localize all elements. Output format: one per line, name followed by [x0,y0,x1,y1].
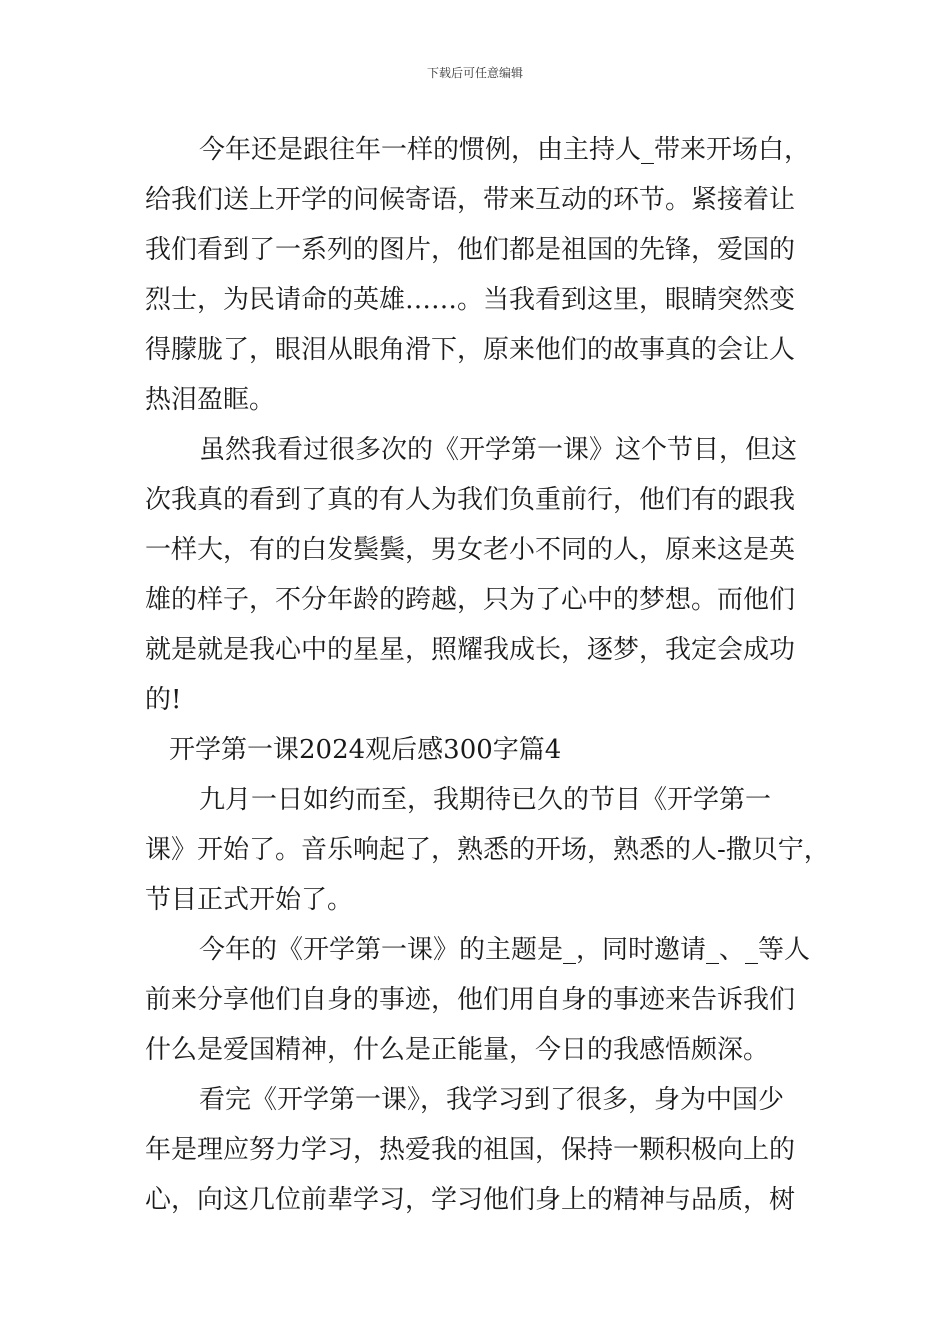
text-line: 我们看到了一系列的图片，他们都是祖国的先锋，爱国的 [145,235,796,265]
paragraph-2 [145,425,810,725]
text-line: 前来分享他们自身的事迹，他们用自身的事迹来告诉我们 [145,985,796,1015]
text-line: 一样大，有的白发鬓鬓，男女老小不同的人，原来这是英 [145,535,796,565]
paragraph-4 [145,925,810,1075]
text-line: 什么是爱国精神，什么是正能量，今日的我感悟颇深。 [145,1035,770,1065]
paragraph-5 [145,1075,810,1225]
text-line: 年是理应努力学习，热爱我的祖国，保持一颗积极向上的 [145,1135,796,1165]
text-line: 给我们送上开学的问候寄语，带来互动的环节。紧接着让 [145,185,796,215]
text-line: 今年的《开学第一课》的主题是_，同时邀请_、_等人 [199,935,811,965]
text-line: 雄的样子，不分年龄的跨越，只为了心中的梦想。而他们 [145,585,796,615]
text-line: 虽然我看过很多次的《开学第一课》这个节目，但这 [199,435,798,465]
text-line: 就是就是我心中的星星，照耀我成长，逐梦，我定会成功 [145,635,796,665]
text-line: 看完《开学第一课》，我学习到了很多，身为中国少 [199,1085,785,1115]
text-line: 次我真的看到了真的有人为我们负重前行，他们有的跟我 [145,485,796,515]
section-heading: 开学第一课2024观后感300字篇4 [169,735,562,765]
text-line: 今年还是跟往年一样的惯例，由主持人_带来开场白， [199,135,811,165]
text-line: 心，向这几位前辈学习，学习他们身上的精神与品质，树 [145,1185,796,1215]
text-line: 课》开始了。音乐响起了，熟悉的开场，熟悉的人-撒贝宁， [145,835,830,865]
page-header: 下载后可任意编辑 [426,66,523,80]
document-body [145,125,830,1225]
paragraph-3 [145,775,830,925]
text-line: 节目正式开始了。 [145,885,354,915]
text-line: 得朦胧了，眼泪从眼角滑下，原来他们的故事真的会让人 [145,335,796,365]
paragraph-1 [145,125,810,425]
text-line: 的! [145,685,182,715]
text-line: 热泪盈眶。 [145,385,276,415]
text-line: 九月一日如约而至，我期待已久的节目《开学第一 [199,785,772,815]
text-line: 烈士，为民请命的英雄……。当我看到这里，眼睛突然变 [145,285,796,315]
